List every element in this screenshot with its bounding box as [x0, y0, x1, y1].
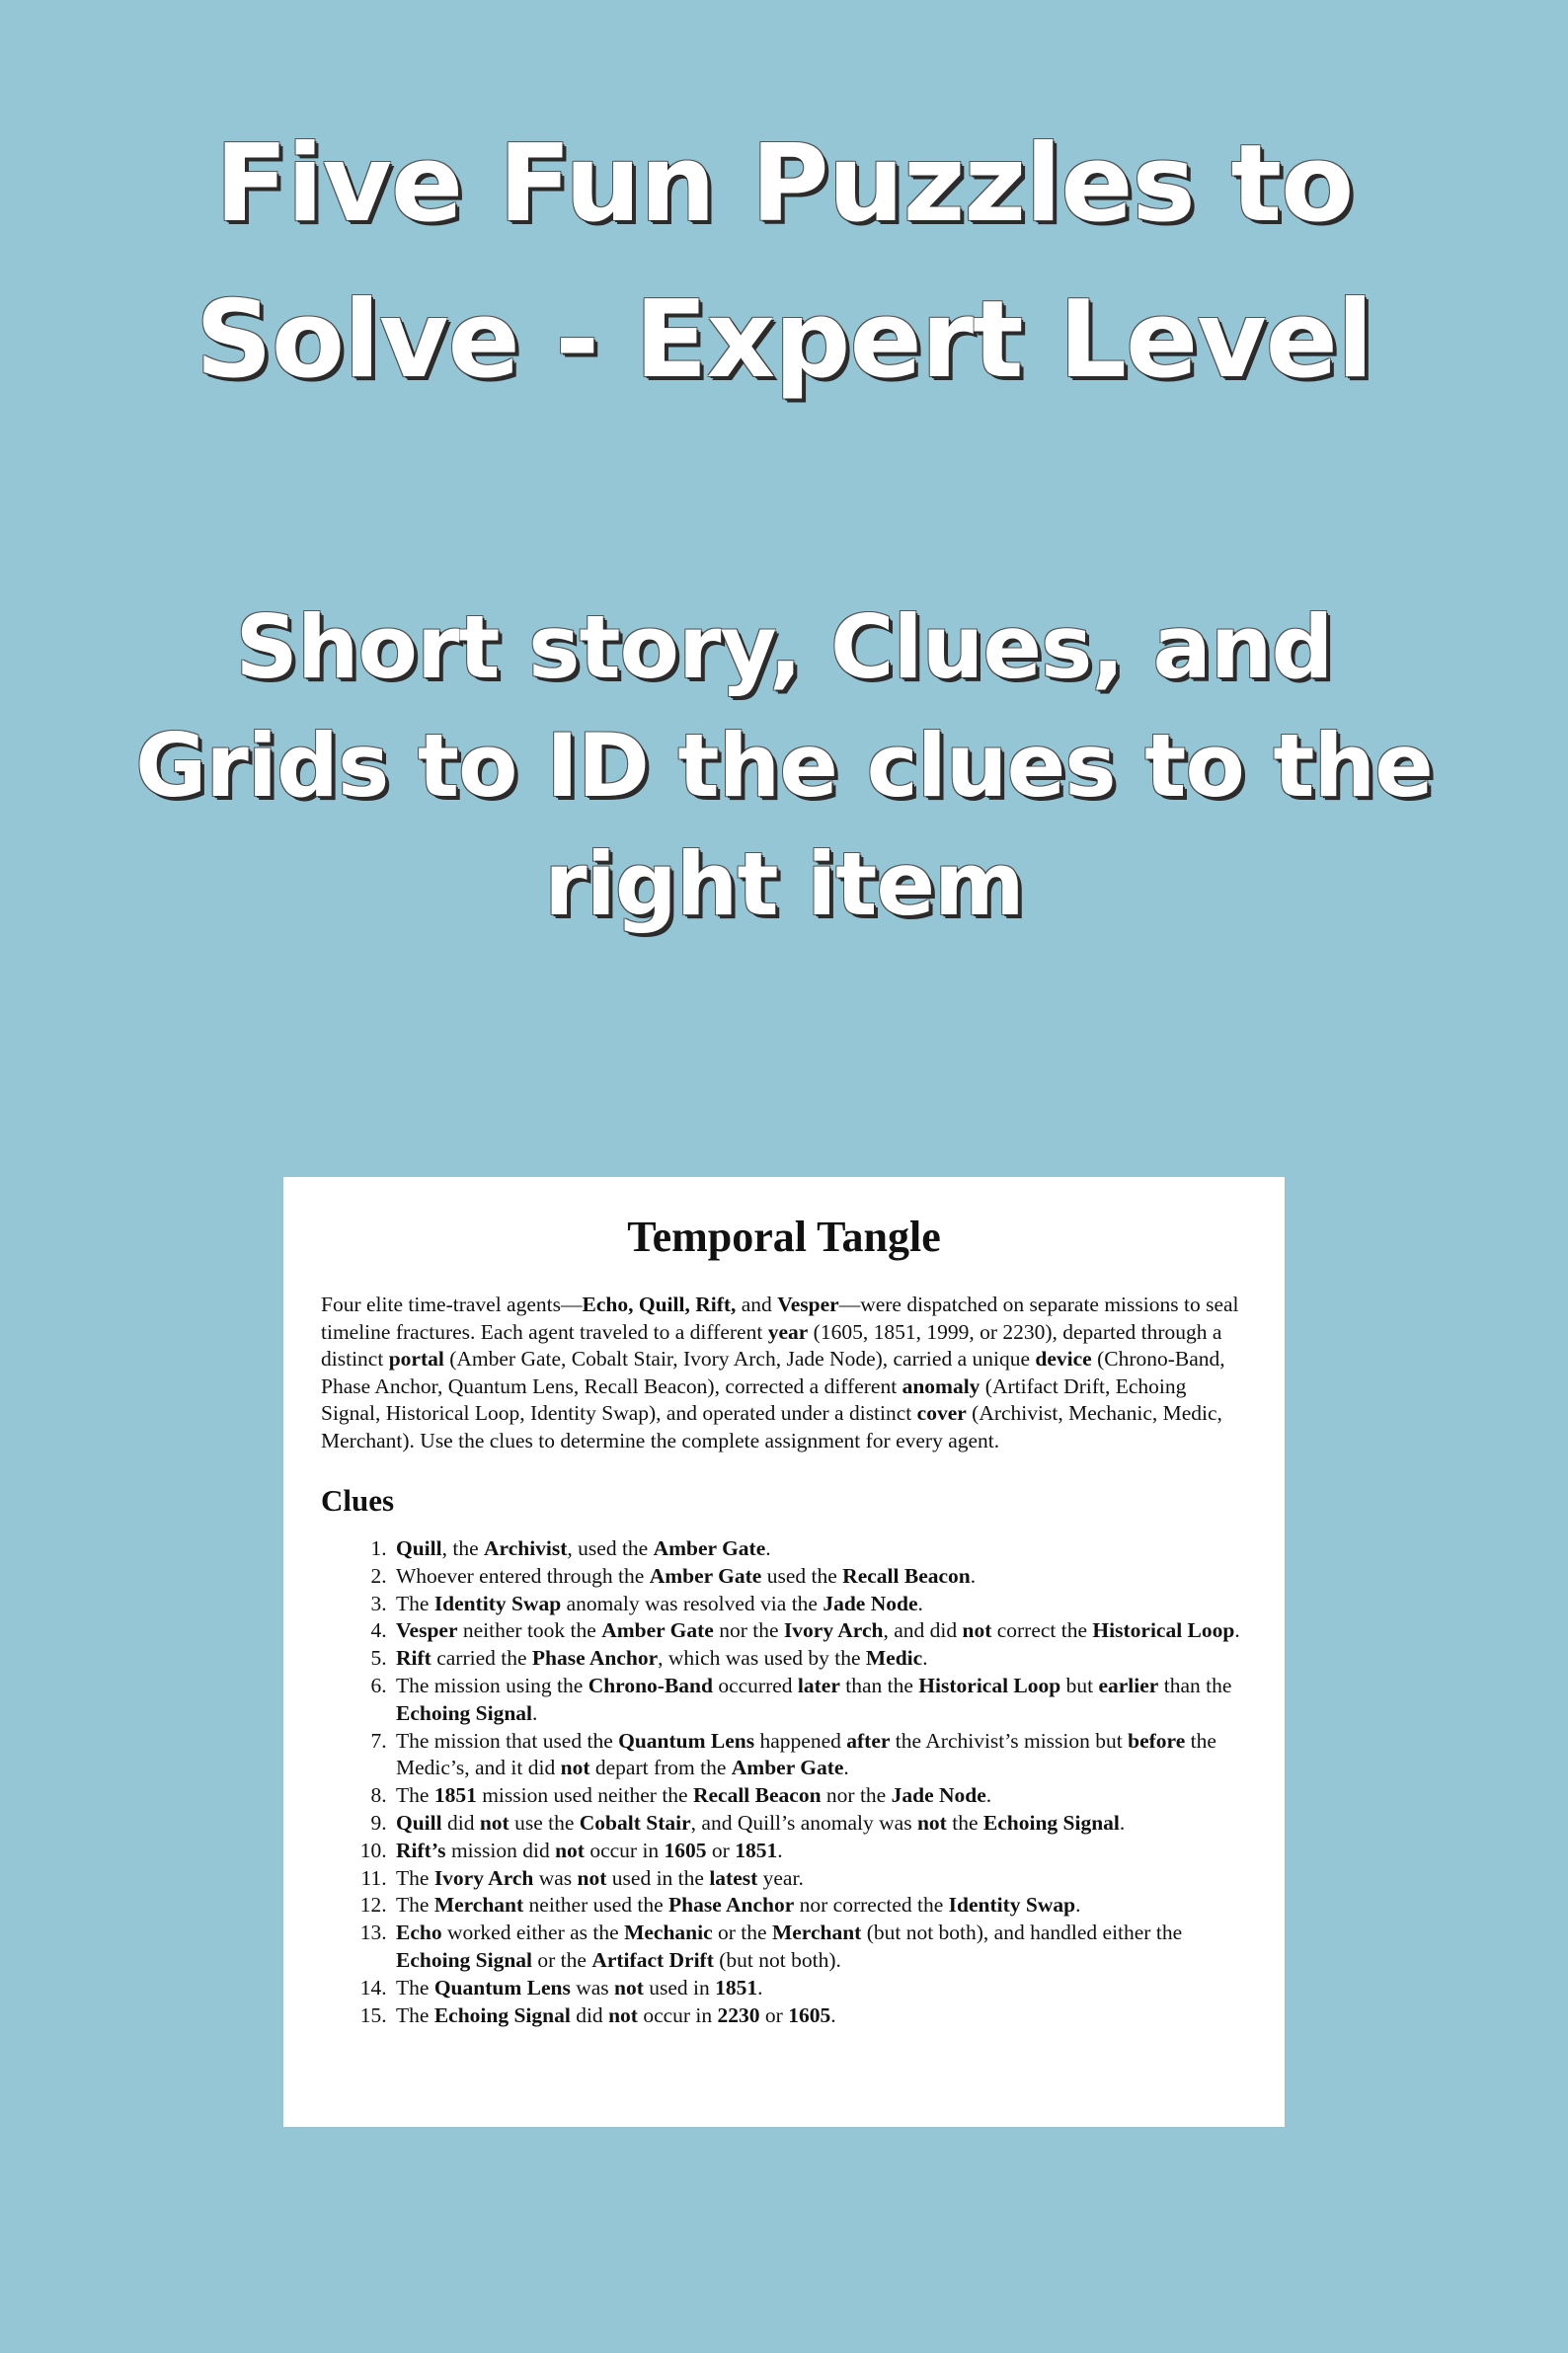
- clue-item: [392, 1673, 1247, 1728]
- text-run: (Chrono-Band, Phase Anchor, Quantum Lens, Recall Beacon), corrected a different: [321, 1347, 1225, 1398]
- text-run: .: [985, 1783, 992, 1808]
- bold-term: Echo: [396, 1921, 442, 1945]
- text-run: , the: [441, 1536, 485, 1560]
- bold-term: cover: [916, 1401, 967, 1425]
- text-run: Four elite time-travel agents—: [321, 1293, 583, 1316]
- clue-item: [392, 2002, 1247, 2030]
- bold-term: 1605: [664, 1838, 707, 1862]
- bold-term: Echo, Quill, Rift,: [582, 1293, 737, 1316]
- text-run: and: [736, 1293, 778, 1316]
- bold-term: Amber Gate: [649, 1563, 762, 1588]
- text-run: used the: [761, 1563, 843, 1588]
- puzzle-preview-card: [283, 1177, 1285, 2127]
- text-run: mission did: [445, 1838, 556, 1862]
- subtitle-line: right item: [544, 833, 1024, 935]
- puzzle-intro: [321, 1292, 1247, 1454]
- bold-term: Medic: [865, 1646, 923, 1671]
- text-run: .: [1075, 1893, 1081, 1918]
- bold-term: Rift’s: [396, 1838, 446, 1862]
- text-run: .: [917, 1591, 923, 1615]
- text-run: used in: [643, 1975, 716, 2000]
- bold-term: Vesper: [396, 1618, 458, 1643]
- text-run: , used the: [567, 1536, 654, 1560]
- bold-term: Recall Beacon: [692, 1783, 822, 1808]
- text-run: was: [533, 1865, 578, 1890]
- clue-item: [392, 1645, 1247, 1673]
- bold-term: Cobalt Stair: [579, 1810, 691, 1835]
- bold-term: latest: [709, 1865, 758, 1890]
- text-run: (Artifact Drift, Echoing Signal, Historical Loop, Identity Swap), and operated under a distinct: [321, 1373, 1187, 1425]
- text-run: occur in: [637, 2002, 718, 2027]
- text-run: did: [441, 1810, 480, 1835]
- bold-term: Echoing Signal: [396, 1700, 533, 1725]
- text-run: .: [970, 1563, 977, 1588]
- text-run: (but not both).: [713, 1947, 841, 1972]
- bold-term: later: [797, 1673, 840, 1697]
- text-run: neither used the: [523, 1893, 669, 1918]
- text-run: The: [396, 1975, 434, 2000]
- bold-term: not: [916, 1810, 947, 1835]
- bold-term: Phase Anchor: [668, 1893, 795, 1918]
- bold-term: Recall Beacon: [842, 1563, 971, 1588]
- bold-term: Amber Gate: [601, 1618, 714, 1643]
- text-run: or: [706, 1838, 736, 1862]
- text-run: mission used neither the: [476, 1783, 693, 1808]
- title-line: Solve - Expert Level: [196, 278, 1372, 402]
- text-run: the Medic’s, and it did: [396, 1728, 1216, 1780]
- bold-term: Merchant: [433, 1893, 524, 1918]
- text-run: year.: [757, 1865, 804, 1890]
- bold-term: Quill: [396, 1536, 442, 1560]
- bold-term: Archivist: [484, 1536, 568, 1560]
- text-run: or the: [532, 1947, 592, 1972]
- text-run: .: [922, 1646, 928, 1671]
- bold-term: Amber Gate: [653, 1536, 766, 1560]
- bold-term: device: [1035, 1347, 1092, 1371]
- text-run: carried the: [431, 1646, 532, 1671]
- text-run: (but not both), and handled either the: [861, 1921, 1183, 1945]
- bold-term: not: [555, 1838, 585, 1862]
- text-run: neither took the: [457, 1618, 602, 1643]
- bold-term: not: [608, 2002, 638, 2027]
- bold-term: 1851: [715, 1975, 758, 2000]
- text-run: .: [1234, 1618, 1240, 1643]
- text-run: The mission that used the: [396, 1728, 619, 1753]
- text-run: the: [946, 1810, 983, 1835]
- bold-term: Mechanic: [624, 1921, 713, 1945]
- clue-item: [392, 1810, 1247, 1838]
- bold-term: Historical Loop: [918, 1673, 1061, 1697]
- bold-term: Vesper: [777, 1293, 839, 1316]
- bold-term: not: [560, 1756, 590, 1780]
- text-run: use the: [509, 1810, 580, 1835]
- text-run: , which was used by the: [658, 1646, 866, 1671]
- clue-item: [392, 1892, 1247, 1920]
- text-run: The: [396, 1865, 434, 1890]
- clue-item: [392, 1563, 1247, 1591]
- subtitle-line: Short story, Clues, and: [235, 596, 1333, 698]
- clue-list: [321, 1535, 1247, 2029]
- text-run: The: [396, 1893, 434, 1918]
- text-run: occurred: [712, 1673, 798, 1697]
- text-run: .: [765, 1536, 771, 1560]
- text-run: .: [777, 1838, 783, 1862]
- bold-term: not: [962, 1618, 992, 1643]
- bold-term: Quantum Lens: [433, 1975, 571, 2000]
- text-run: .: [843, 1756, 849, 1780]
- bold-term: Jade Node: [823, 1591, 918, 1615]
- text-run: The: [396, 1783, 434, 1808]
- bold-term: Echoing Signal: [433, 2002, 571, 2027]
- title-line: Five Fun Puzzles to: [214, 122, 1354, 246]
- text-run: did: [570, 2002, 609, 2027]
- bold-term: 1851: [433, 1783, 477, 1808]
- text-run: .: [1119, 1810, 1126, 1835]
- bold-term: Historical Loop: [1092, 1618, 1235, 1643]
- bold-term: before: [1128, 1728, 1186, 1753]
- bold-term: after: [846, 1728, 891, 1753]
- text-run: , and did: [883, 1618, 963, 1643]
- bold-term: 1605: [788, 2002, 831, 2027]
- page-subtitle: [0, 588, 1568, 944]
- bold-term: Quill: [396, 1810, 442, 1835]
- text-run: nor corrected the: [794, 1893, 949, 1918]
- text-run: occur in: [584, 1838, 665, 1862]
- text-run: correct the: [991, 1618, 1093, 1643]
- text-run: The: [396, 2002, 434, 2027]
- bold-term: portal: [388, 1347, 444, 1371]
- text-run: or: [759, 2002, 789, 2027]
- bold-term: anomaly: [902, 1373, 980, 1398]
- text-run: than the: [839, 1673, 919, 1697]
- text-run: .: [532, 1700, 538, 1725]
- clue-item: [392, 1865, 1247, 1893]
- bold-term: Identity Swap: [433, 1591, 562, 1615]
- text-run: .: [830, 2002, 836, 2027]
- bold-term: Rift: [396, 1646, 431, 1671]
- bold-term: year: [767, 1319, 809, 1344]
- text-run: .: [757, 1975, 763, 2000]
- bold-term: Chrono-Band: [588, 1673, 713, 1697]
- text-run: Whoever entered through the: [396, 1563, 650, 1588]
- bold-term: 2230: [717, 2002, 760, 2027]
- bold-term: Jade Node: [891, 1783, 986, 1808]
- bold-term: 1851: [735, 1838, 778, 1862]
- text-run: but: [1060, 1673, 1099, 1697]
- clue-item: [392, 1535, 1247, 1563]
- text-run: the Archivist’s mission but: [890, 1728, 1129, 1753]
- clue-item: [392, 1975, 1247, 2002]
- text-run: worked either as the: [441, 1921, 625, 1945]
- text-run: nor the: [821, 1783, 892, 1808]
- text-run: nor the: [713, 1618, 784, 1643]
- bold-term: earlier: [1098, 1673, 1159, 1697]
- text-run: used in the: [606, 1865, 710, 1890]
- page-title: [0, 107, 1568, 419]
- bold-term: Echoing Signal: [982, 1810, 1120, 1835]
- text-run: —were dispatched on separate missions to seal timeline fractures. Each agent traveled to a different: [321, 1293, 1239, 1344]
- bold-term: Ivory Arch: [433, 1865, 534, 1890]
- bold-term: Echoing Signal: [396, 1947, 533, 1972]
- bold-term: Ivory Arch: [783, 1618, 884, 1643]
- bold-term: not: [614, 1975, 644, 2000]
- clues-heading: Clues: [321, 1483, 395, 1518]
- text-run: happened: [754, 1728, 847, 1753]
- bold-term: Amber Gate: [731, 1756, 844, 1780]
- clue-item: [392, 1591, 1247, 1618]
- bold-term: Identity Swap: [948, 1893, 1076, 1918]
- bold-term: not: [577, 1865, 607, 1890]
- clue-item: [392, 1920, 1247, 1975]
- text-run: anomaly was resolved via the: [561, 1591, 823, 1615]
- clue-item: [392, 1782, 1247, 1810]
- text-run: depart from the: [589, 1756, 732, 1780]
- bold-term: Merchant: [771, 1921, 862, 1945]
- clue-item: [392, 1838, 1247, 1865]
- text-run: (Archivist, Mechanic, Medic, Merchant). Use the clues to determine the complete assignment for every agent.: [321, 1401, 1222, 1452]
- text-run: or the: [712, 1921, 772, 1945]
- subtitle-line: Grids to ID the clues to the: [135, 715, 1433, 817]
- text-run: , and Quill’s anomaly was: [690, 1810, 917, 1835]
- bold-term: Quantum Lens: [618, 1728, 755, 1753]
- text-run: was: [570, 1975, 614, 2000]
- puzzle-title: Temporal Tangle: [627, 1213, 941, 1261]
- text-run: The mission using the: [396, 1673, 588, 1697]
- clue-item: [392, 1728, 1247, 1783]
- text-run: (1605, 1851, 1999, or 2230), departed through a distinct: [321, 1319, 1222, 1371]
- text-run: The: [396, 1591, 434, 1615]
- bold-term: Phase Anchor: [531, 1646, 659, 1671]
- bold-term: Artifact Drift: [591, 1947, 714, 1972]
- bold-term: not: [479, 1810, 510, 1835]
- text-run: (Amber Gate, Cobalt Stair, Ivory Arch, Jade Node), carried a unique: [443, 1347, 1036, 1371]
- text-run: than the: [1158, 1673, 1232, 1697]
- clue-item: [392, 1617, 1247, 1645]
